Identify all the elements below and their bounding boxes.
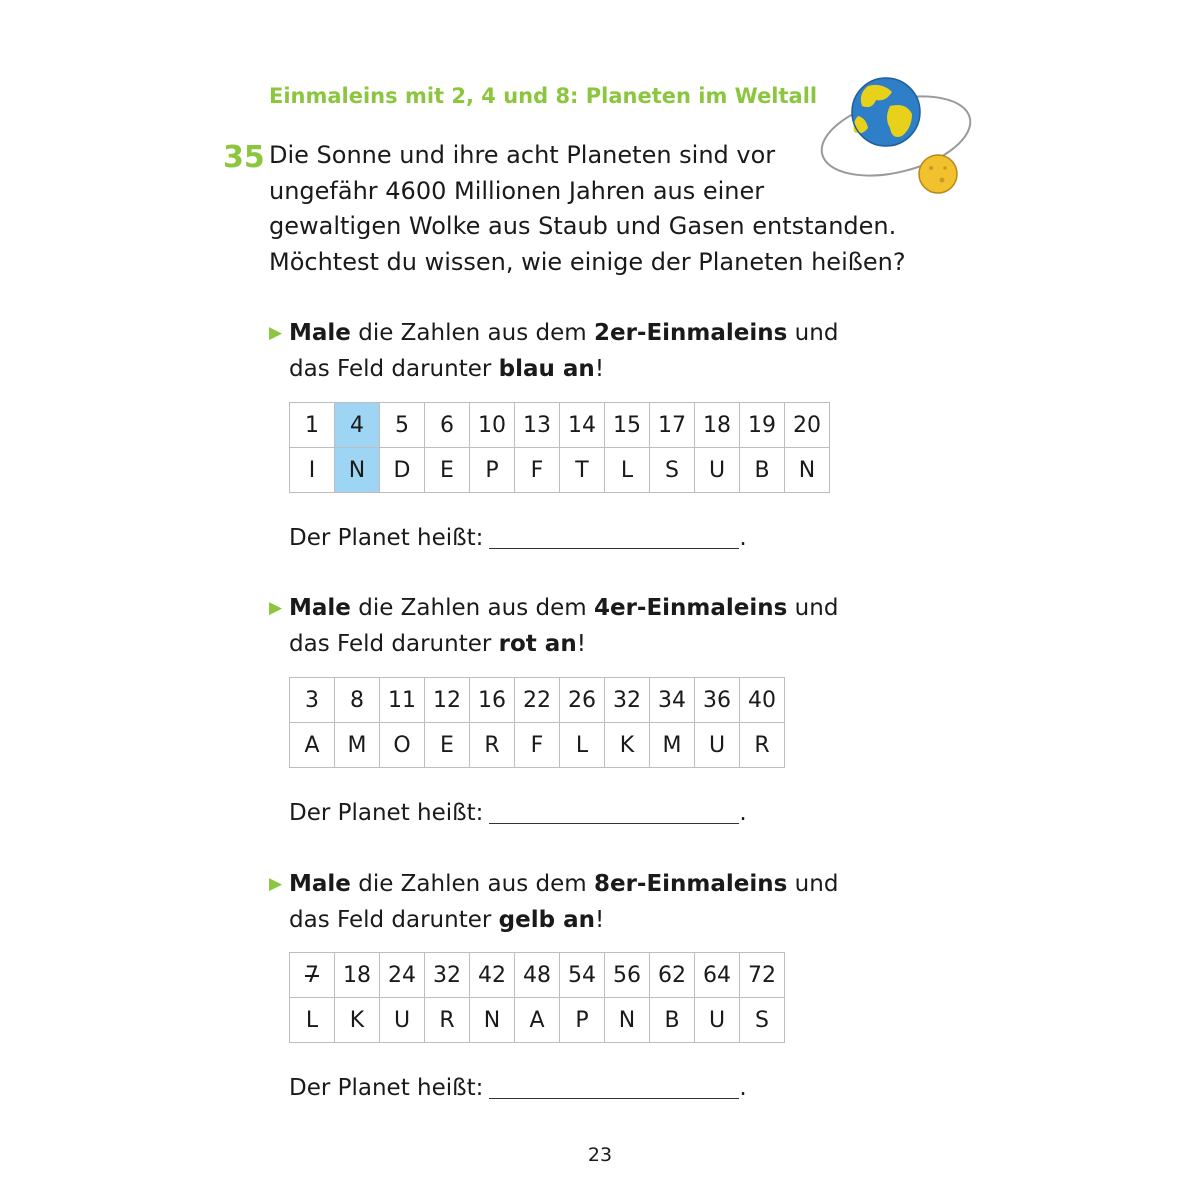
number-cell[interactable]: 54 (560, 953, 605, 998)
number-cell[interactable]: 19 (740, 403, 785, 448)
number-cell[interactable]: 10 (470, 403, 515, 448)
number-cell[interactable]: 4 (335, 403, 380, 448)
letter-cell[interactable]: R (425, 998, 470, 1043)
task-2-table (289, 677, 785, 768)
letter-cell[interactable]: U (695, 723, 740, 768)
task-3-answer: Der Planet heißt: . (289, 1075, 747, 1101)
letter-cell[interactable]: E (425, 723, 470, 768)
letter-cell[interactable]: D (380, 448, 425, 493)
intro-text (269, 138, 909, 280)
number-cell[interactable]: 18 (695, 403, 740, 448)
answer-blank[interactable] (489, 801, 739, 824)
letter-cell[interactable]: F (515, 448, 560, 493)
letter-cell[interactable]: U (695, 448, 740, 493)
letter-cell[interactable]: M (650, 723, 695, 768)
letter-cell[interactable]: L (290, 998, 335, 1043)
number-cell[interactable]: 20 (785, 403, 830, 448)
letter-cell[interactable]: N (470, 998, 515, 1043)
play-arrow-icon: ▶ (269, 598, 283, 618)
number-cell[interactable]: 7 (290, 953, 335, 998)
number-cell[interactable]: 34 (650, 678, 695, 723)
letter-cell[interactable]: U (695, 998, 740, 1043)
letter-cell[interactable]: O (380, 723, 425, 768)
letter-cell[interactable]: B (740, 448, 785, 493)
answer-label: Der Planet heißt: (289, 1075, 484, 1101)
letter-cell[interactable]: N (785, 448, 830, 493)
task-1-answer: Der Planet heißt: . (289, 525, 747, 551)
answer-blank[interactable] (489, 1076, 739, 1099)
number-row (290, 678, 785, 723)
number-cell[interactable]: 62 (650, 953, 695, 998)
letter-cell[interactable]: U (380, 998, 425, 1043)
number-cell[interactable]: 64 (695, 953, 740, 998)
number-cell[interactable]: 36 (695, 678, 740, 723)
number-cell[interactable]: 15 (605, 403, 650, 448)
number-cell[interactable]: 17 (650, 403, 695, 448)
letter-cell[interactable]: M (335, 723, 380, 768)
number-cell[interactable]: 8 (335, 678, 380, 723)
task-2-instruction: ▶ Male die Zahlen aus dem 4er-Einmaleins und das Feld darunter rot an! (269, 590, 838, 662)
page-number: 23 (587, 1144, 613, 1166)
number-cell[interactable]: 14 (560, 403, 605, 448)
number-cell[interactable]: 40 (740, 678, 785, 723)
answer-label: Der Planet heißt: (289, 525, 484, 551)
letter-cell[interactable]: E (425, 448, 470, 493)
number-row (290, 953, 785, 998)
letter-cell[interactable]: A (290, 723, 335, 768)
letter-cell[interactable]: T (560, 448, 605, 493)
letter-row (290, 723, 785, 768)
number-cell[interactable]: 32 (425, 953, 470, 998)
intro-line: Die Sonne und ihre acht Planeten sind vor (269, 141, 776, 169)
letter-cell[interactable]: L (605, 448, 650, 493)
number-cell[interactable]: 24 (380, 953, 425, 998)
letter-cell[interactable]: S (650, 448, 695, 493)
number-cell[interactable]: 13 (515, 403, 560, 448)
letter-cell[interactable]: B (650, 998, 695, 1043)
number-cell[interactable]: 56 (605, 953, 650, 998)
number-cell[interactable]: 26 (560, 678, 605, 723)
number-cell[interactable]: 6 (425, 403, 470, 448)
intro-line: Möchtest du wissen, wie einige der Planeten heißen? (269, 247, 906, 276)
letter-row (290, 448, 830, 493)
letter-cell[interactable]: K (335, 998, 380, 1043)
letter-cell[interactable]: L (560, 723, 605, 768)
task-number: 35 (223, 140, 265, 175)
number-cell[interactable]: 18 (335, 953, 380, 998)
task-2-answer: Der Planet heißt: . (289, 800, 747, 826)
letter-cell[interactable]: R (740, 723, 785, 768)
task-3-table (289, 952, 785, 1043)
intro-line: gewaltigen Wolke aus Staub und Gasen entstanden. (269, 212, 897, 240)
letter-row (290, 998, 785, 1043)
task-3-instruction: ▶ Male die Zahlen aus dem 8er-Einmaleins und das Feld darunter gelb an! (269, 866, 838, 938)
number-cell[interactable]: 3 (290, 678, 335, 723)
letter-cell[interactable]: K (605, 723, 650, 768)
number-cell[interactable]: 5 (380, 403, 425, 448)
number-cell[interactable]: 72 (740, 953, 785, 998)
number-cell[interactable]: 48 (515, 953, 560, 998)
letter-cell[interactable]: P (560, 998, 605, 1043)
letter-cell[interactable]: N (335, 448, 380, 493)
letter-cell[interactable]: N (605, 998, 650, 1043)
answer-label: Der Planet heißt: (289, 800, 484, 826)
number-cell[interactable]: 1 (290, 403, 335, 448)
letter-cell[interactable]: R (470, 723, 515, 768)
play-arrow-icon: ▶ (269, 874, 283, 894)
number-row (290, 403, 830, 448)
number-cell[interactable]: 12 (425, 678, 470, 723)
number-cell[interactable]: 22 (515, 678, 560, 723)
number-cell[interactable]: 32 (605, 678, 650, 723)
play-arrow-icon: ▶ (269, 323, 283, 343)
letter-cell[interactable]: I (290, 448, 335, 493)
number-cell[interactable]: 11 (380, 678, 425, 723)
letter-cell[interactable]: A (515, 998, 560, 1043)
letter-cell[interactable]: F (515, 723, 560, 768)
intro-line: ungefähr 4600 Millionen Jahren aus einer (269, 176, 765, 205)
letter-cell[interactable]: S (740, 998, 785, 1043)
number-cell[interactable]: 42 (470, 953, 515, 998)
number-cell[interactable]: 16 (470, 678, 515, 723)
page-title: Einmaleins mit 2, 4 und 8: Planeten im Weltall (269, 84, 818, 108)
letter-cell[interactable]: P (470, 448, 515, 493)
answer-blank[interactable] (489, 526, 739, 549)
task-1-table (289, 402, 830, 493)
task-1-instruction: ▶ Male die Zahlen aus dem 2er-Einmaleins und das Feld darunter blau an! (269, 315, 838, 387)
